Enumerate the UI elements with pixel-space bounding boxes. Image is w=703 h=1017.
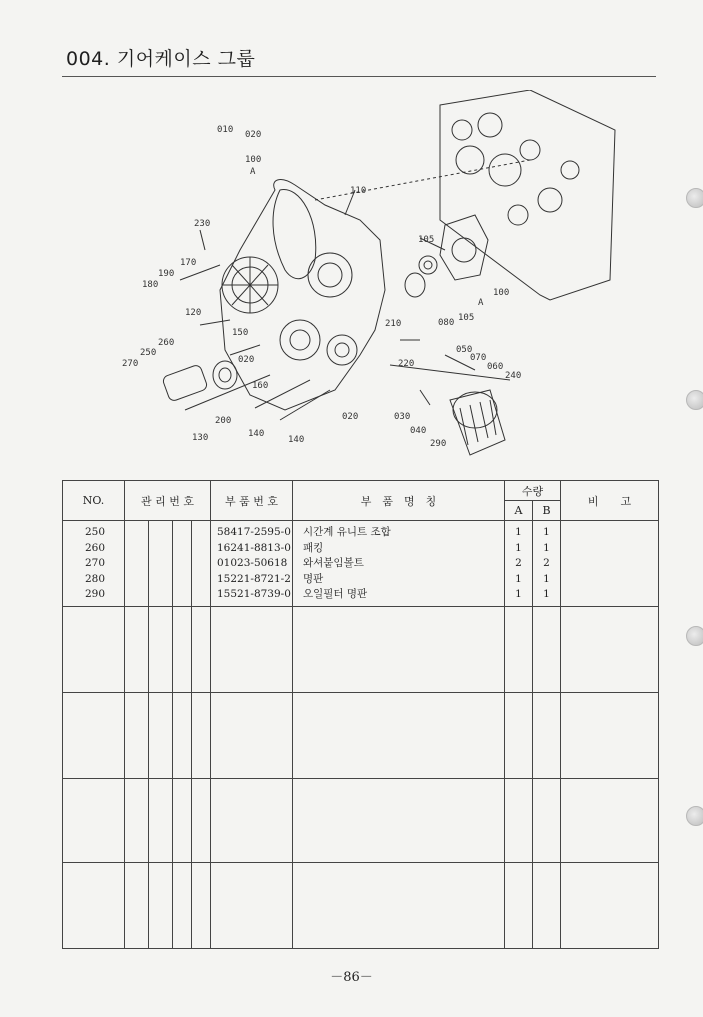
row-qty-a: 1 (515, 541, 522, 554)
callout-label: 020 (238, 355, 255, 365)
row-qty-b: 1 (543, 588, 550, 600)
callout-label: 260 (158, 338, 175, 348)
page-number: －86－ (330, 970, 373, 985)
exploded-parts-diagram (110, 90, 630, 460)
row-part-no: 15521-8739-0 (217, 588, 291, 600)
callout-label: 105 (418, 235, 435, 245)
callout-label: 080 (438, 318, 455, 328)
header-part-name: 부 품 명 칭 (293, 481, 505, 521)
row-qty-a: 2 (515, 557, 522, 569)
callout-label: 105 (458, 313, 475, 323)
row-part-no: 16241-8813-0 (217, 541, 291, 554)
callout-label: 150 (232, 328, 249, 338)
callout-label: 040 (410, 426, 427, 436)
callout-label: 190 (158, 269, 175, 279)
row-no: 260 (85, 541, 106, 554)
empty-row (63, 607, 659, 693)
binder-hole (686, 390, 703, 410)
callout-label: 010 (217, 125, 234, 135)
row-part-name: 명판 (303, 572, 324, 585)
header-no: NO. (63, 481, 125, 521)
row-part-no: 58417-2595-0 (217, 526, 291, 538)
callout-label: 220 (398, 359, 415, 369)
callout-label: 020 (342, 412, 359, 422)
callout-label: 180 (142, 280, 159, 290)
callout-label: 250 (140, 348, 157, 358)
row-part-no: 15221-8721-2 (217, 572, 291, 585)
row-qty-b: 1 (543, 572, 550, 585)
header-qty-a: A (505, 501, 533, 521)
row-no: 250 (85, 526, 106, 538)
callout-label: 140 (248, 429, 265, 439)
row-qty-b: 1 (543, 541, 550, 554)
header-management-no: 관 리 번 호 (125, 481, 211, 521)
callout-label: 030 (394, 412, 411, 422)
callout-label: 070 (470, 353, 487, 363)
callout-label: 060 (487, 362, 504, 372)
parts-table (62, 480, 659, 949)
row-no: 280 (85, 572, 106, 585)
row-no: 290 (85, 588, 106, 600)
callout-label: 120 (185, 308, 202, 318)
callout-label: 160 (252, 381, 269, 391)
no-column (63, 521, 125, 607)
callout-label: 130 (192, 433, 209, 443)
binder-hole (686, 188, 703, 208)
qty-a-column (505, 521, 533, 607)
callout-label: 140 (288, 435, 305, 445)
row-qty-b: 2 (543, 557, 550, 569)
callout-label: 110 (350, 186, 367, 196)
callout-label: 200 (215, 416, 232, 426)
row-part-name: 패킹 (303, 541, 324, 554)
empty-row (63, 693, 659, 779)
row-qty-a: 1 (515, 572, 522, 585)
part-no-column (211, 521, 293, 607)
title-rule (62, 76, 656, 77)
row-qty-a: 1 (515, 526, 522, 538)
callout-label: 240 (505, 371, 522, 381)
callout-label: 170 (180, 258, 197, 268)
header-part-no: 부 품 번 호 (211, 481, 293, 521)
row-qty-b: 1 (543, 526, 550, 538)
part-name-column (293, 521, 505, 607)
callout-label: 020 (245, 130, 262, 140)
page-title: 004. 기어케이스 그룹 (66, 48, 256, 70)
callout-label: 050 (456, 345, 473, 355)
header-remark: 비 고 (561, 481, 659, 521)
callout-label: A (250, 167, 256, 177)
binder-hole (686, 806, 703, 826)
binder-hole (686, 626, 703, 646)
remark-cell (561, 521, 659, 607)
qty-b-column (533, 521, 561, 607)
header-qty: 수량 (505, 481, 561, 501)
callout-label: A (478, 298, 484, 308)
callout-label: 290 (430, 439, 447, 449)
empty-row (63, 779, 659, 863)
row-no: 270 (85, 557, 106, 569)
header-qty-b: B (533, 501, 561, 521)
callout-label: 270 (122, 359, 139, 369)
row-part-name: 시간계 유니트 조합 (303, 526, 391, 538)
callout-label: 210 (385, 319, 402, 329)
row-part-name: 오일필터 명판 (303, 588, 368, 600)
callout-label: 230 (194, 219, 211, 229)
callout-label: 100 (493, 288, 510, 298)
row-qty-a: 1 (515, 588, 522, 600)
callout-label: 100 (245, 155, 262, 165)
empty-row (63, 863, 659, 949)
row-part-name: 와셔붙임볼트 (303, 557, 364, 569)
row-part-no: 01023-50618 (217, 557, 288, 569)
